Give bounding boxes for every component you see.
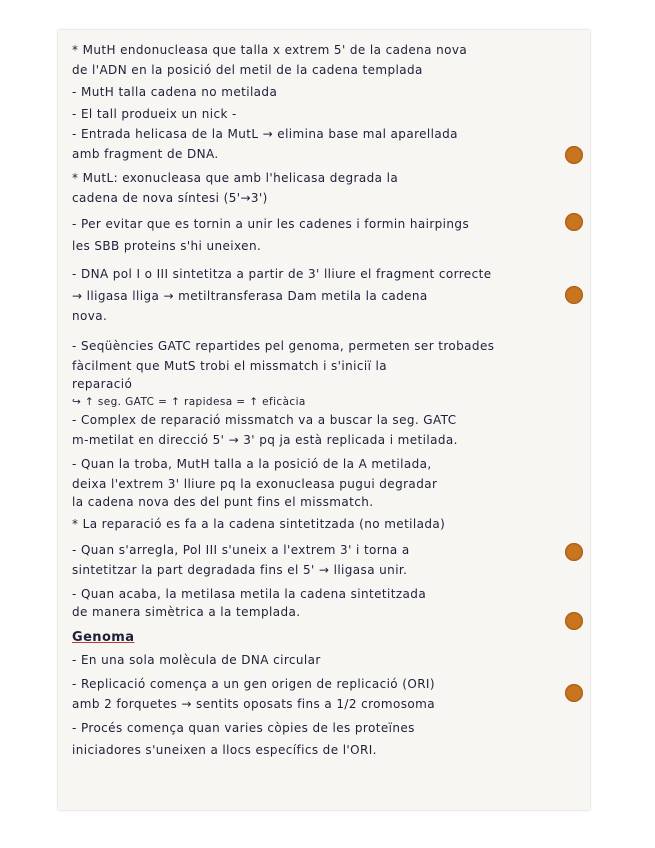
note-line: deixa l'extrem 3' lliure pq la exonucleasa pugui degradar — [72, 477, 438, 491]
note-line: amb fragment de DNA. — [72, 147, 219, 161]
note-line: - Quan s'arregla, Pol III s'uneix a l'extrem 3' i torna a — [72, 543, 410, 557]
note-line: de manera simètrica a la templada. — [72, 605, 301, 619]
note-line: reparació — [72, 377, 133, 391]
note-line: - Procés comença quan varies còpies de les proteïnes — [72, 721, 415, 735]
note-line: m-metilat en direcció 5' → 3' pq ja està replicada i metilada. — [72, 433, 458, 447]
note-line: - Quan acaba, la metilasa metila la cadena sintetitzada — [72, 587, 427, 601]
note-line: de l'ADN en la posició del metil de la cadena templada — [72, 63, 423, 77]
note-line: - Replicació comença a un gen origen de replicació (ORI) — [72, 677, 435, 691]
note-line: - Per evitar que es tornin a unir les cadenes i formin hairpings — [72, 217, 470, 231]
note-line: - El tall produeix un nick - — [72, 107, 237, 121]
note-line: * MutH endonucleasa que talla x extrem 5' de la cadena nova — [72, 43, 468, 57]
note-line: ↪ ↑ seg. GATC = ↑ rapidesa = ↑ eficàcia — [72, 396, 306, 408]
note-line: - Quan la troba, MutH talla a la posició de la A metilada, — [72, 457, 432, 471]
note-line: cadena de nova síntesi (5'→3') — [72, 191, 268, 205]
note-line: sintetitzar la part degradada fins el 5' → lligasa unir. — [72, 563, 408, 577]
note-line: - Complex de reparació missmatch va a buscar la seg. GATC — [72, 413, 457, 427]
note-line: - Seqüències GATC repartides pel genoma, permeten ser trobades — [72, 339, 495, 353]
note-line: les SBB proteins s'hi uneixen. — [72, 239, 262, 253]
note-line: - DNA pol I o III sintetitza a partir de 3' lliure el fragment correcte — [72, 267, 492, 281]
note-line: la cadena nova des del punt fins el missmatch. — [72, 495, 374, 509]
note-line: iniciadores s'uneixen a llocs específics de l'ORI. — [72, 743, 377, 757]
note-line: * La reparació es fa a la cadena sintetitzada (no metilada) — [72, 517, 446, 531]
note-line: - En una sola molècula de DNA circular — [72, 653, 321, 667]
note-line: - Entrada helicasa de la MutL → elimina base mal aparellada — [72, 127, 458, 141]
note-line: nova. — [72, 309, 108, 323]
note-line: * MutL: exonucleasa que amb l'helicasa degrada la — [72, 171, 399, 185]
note-line: fàcilment que MutS trobi el missmatch i s'iniciï la — [72, 359, 388, 373]
note-line: → lligasa lliga → metiltransferasa Dam metila la cadena — [72, 289, 428, 303]
section-heading: Genoma — [72, 630, 135, 645]
note-line: - MutH talla cadena no metilada — [72, 85, 278, 99]
note-line: amb 2 forquetes → sentits oposats fins a 1/2 cromosoma — [72, 697, 435, 711]
